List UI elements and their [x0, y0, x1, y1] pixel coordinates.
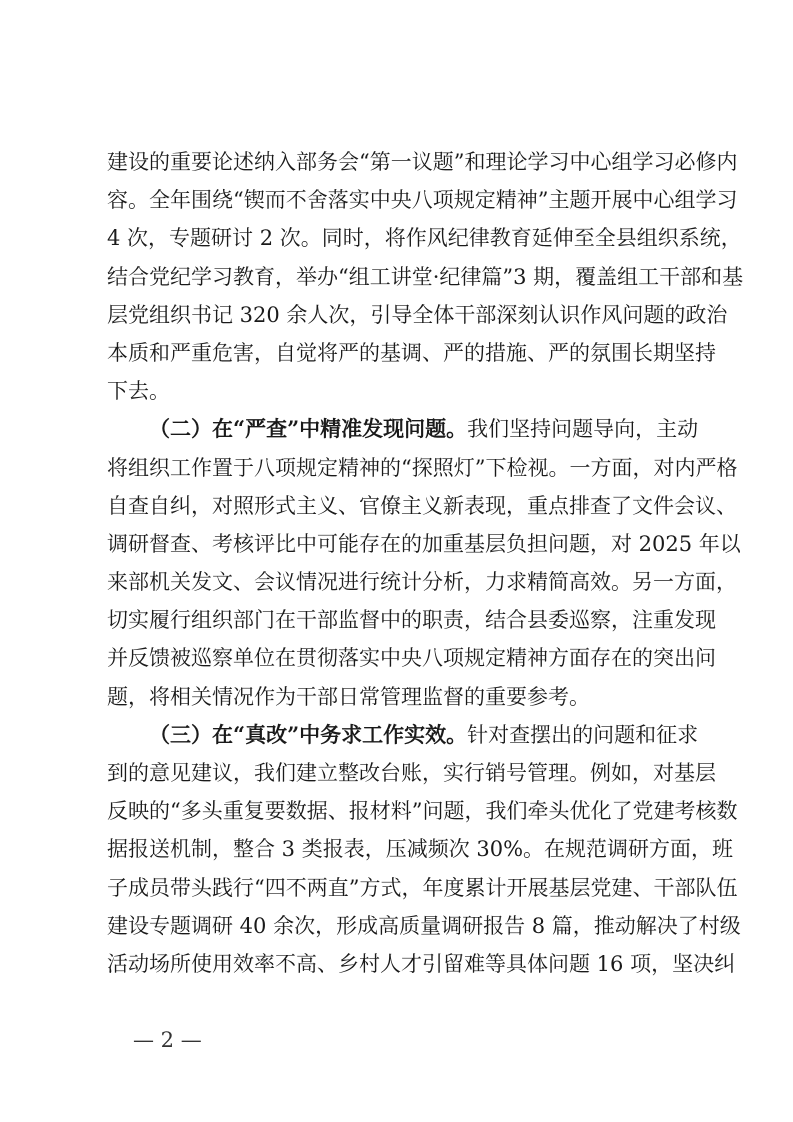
text-line: 并反馈被巡察单位在贯彻落实中央八项规定精神方面存在的突出问: [107, 646, 716, 671]
paragraph-2: [107, 410, 741, 716]
text-span: 我们坚持问题导向，主动: [467, 417, 699, 442]
text-line: 到的意见建议，我们建立整改台账，实行销号管理。例如，对基层: [107, 761, 716, 785]
text-line: 反映的“多头重复要数据、报材料”问题，我们牵头优化了党建考核数: [107, 799, 738, 824]
paragraph-first-line: [107, 716, 699, 754]
section-heading-2: （二）在“严查”中精准发现问题。: [149, 416, 468, 442]
text-span: 针对查摆出的问题和征求: [467, 722, 699, 747]
text-line: 自查自纠，对照形式主义、官僚主义新表现，重点排查了文件会议、: [107, 493, 737, 518]
text-line: 下去。: [107, 379, 170, 404]
text-line: 活动场所使用效率不高、乡村人才引留难等具体问题 16 项，坚决纠: [107, 951, 736, 976]
text-line: 层党组织书记 320 余人次，引导全体干部深刻认识作风问题的政治: [107, 302, 728, 327]
text-line: 来部机关发文、会议情况进行统计分析，力求精简高效。另一方面，: [107, 570, 737, 595]
text-line: 本质和严重危害，自觉将严的基调、严的措施、严的氛围长期坚持: [107, 340, 716, 365]
text-line: 结合党纪学习教育，举办“组工讲堂·纪律篇”3 期，覆盖组工干部和基: [107, 264, 744, 289]
text-line: 子成员带头践行“四不两直”方式，年度累计开展基层党建、干部队伍: [107, 875, 738, 900]
section-heading-3: （三）在“真改”中务求工作实效。: [149, 721, 468, 747]
document-body: [107, 143, 744, 983]
text-line: 调研督查、考核评比中可能存在的加重基层负担问题，对 2025 年以: [107, 531, 741, 556]
paragraph-3: [107, 716, 741, 983]
text-line: 题，将相关情况作为干部日常管理监督的重要参考。: [107, 684, 590, 709]
text-line: 建设专题调研 40 余次，形成高质量调研报告 8 篇，推动解决了村级: [107, 913, 741, 938]
text-line: 据报送机制，整合 3 类报表，压减频次 30%。在规范调研方面，班: [107, 837, 734, 862]
text-line: 将组织工作置于八项规定精神的“探照灯”下检视。一方面，对内严格: [107, 455, 738, 480]
text-line: 容。全年围绕“锲而不舍落实中央八项规定精神”主题开展中心组学习: [107, 188, 738, 213]
text-line: 4 次，专题研讨 2 次。同时，将作风纪律教育延伸至全县组织系统，: [107, 226, 742, 251]
page-number: — 2 —: [133, 1028, 202, 1052]
paragraph-1: [107, 143, 744, 410]
text-line: 切实履行组织部门在干部监督中的职责，结合县委巡察，注重发现: [107, 608, 716, 633]
text-line: 建设的重要论述纳入部务会“第一议题”和理论学习中心组学习必修内: [107, 150, 738, 174]
paragraph-first-line: [107, 410, 699, 448]
